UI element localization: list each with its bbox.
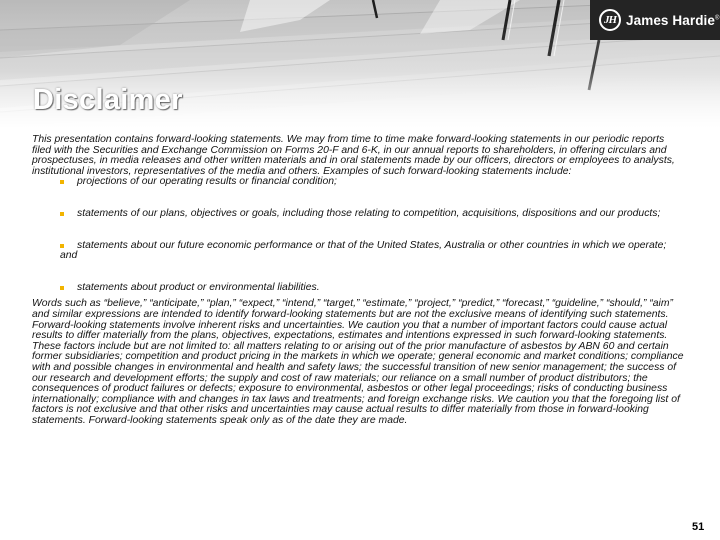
list-item — [32, 177, 684, 188]
disclaimer-body — [32, 135, 684, 426]
bullet-square-icon — [60, 244, 64, 248]
intro-paragraph: This presentation contains forward-looking statements. We may from time to time make forward-looking statements in our periodic reports filed with the Securities and Exchange Commission on Forms 20-F and 6-K, in our annual reports to shareholders, in offering circulars and prospectuses, in media releases and other written materials and in oral statements made by our officers, directors or employees to analysts, institutional investors, representatives of the media and others. Examples of such forward-looking statements include: — [32, 134, 675, 177]
page-number: 51 — [692, 521, 705, 533]
list-item — [32, 241, 684, 262]
bullet-square-icon — [60, 286, 64, 290]
list-item-text: projections of our operating results or financial condition; — [77, 176, 337, 188]
bullet-square-icon — [60, 180, 64, 184]
trademark-symbol: ® — [715, 15, 720, 21]
list-item-text: statements about our future economic performance or that of the United States, Australia or other countries in which we operate; and — [60, 239, 667, 262]
list-item — [32, 209, 684, 220]
risks-paragraph: Forward-looking statements involve inherent risks and uncertainties. We caution you that a number of important factors could cause actual results to differ materially from the plans, objectives, expectations, estimates and intentions expressed in such forward-looking statements. These factors include but are not limited to: all matters relating to or arising out of the prior manufacture of asbestos by ABN 60 and certain former subsidiaries; competition and product pricing in the markets in which we operate; general economic and market conditions; compliance with and possible changes in environmental and health and safety laws; the successful transition of new senior management; the success of our research and development efforts; the supply and cost of raw materials; our reliance on a small number of product distributors; the consequences of product failures or defects; exposure to environmental, asbestos or other legal proceedings; risks of conducting business internationally; compliance with and changes in tax laws and treatments; and foreign exchange risks. We caution you that the foregoing list of factors is not exclusive and that other risks and uncertainties may cause actual results to differ materially from those in forward-looking statements. Forward-looking statements speak only as of the date they are made. — [32, 319, 684, 426]
list-item-text: statements of our plans, objectives or goals, including those relating to competition, acquisitions, dispositions and our products; — [77, 207, 661, 219]
logo-wordmark: James Hardie — [626, 12, 716, 28]
words-paragraph: Words such as “believe,” “anticipate,” “plan,” “expect,” “intend,” “target,” “estimate,” “project,” “predict,” “forecast,” “guideline,” “should,” “aim” and similar expressions are intended to identify forward-looking statements but are not the exclusive means of identifying such statements. — [32, 298, 673, 320]
logo-text — [626, 13, 720, 28]
list-item-text: statements about product or environmental liabilities. — [77, 281, 320, 293]
bullet-square-icon — [60, 212, 64, 216]
slide-title: Disclaimer — [33, 84, 183, 116]
forward-looking-examples-list — [32, 177, 684, 293]
logo-monogram-icon: JH — [599, 9, 621, 31]
list-item — [32, 283, 684, 294]
company-logo — [590, 0, 720, 40]
